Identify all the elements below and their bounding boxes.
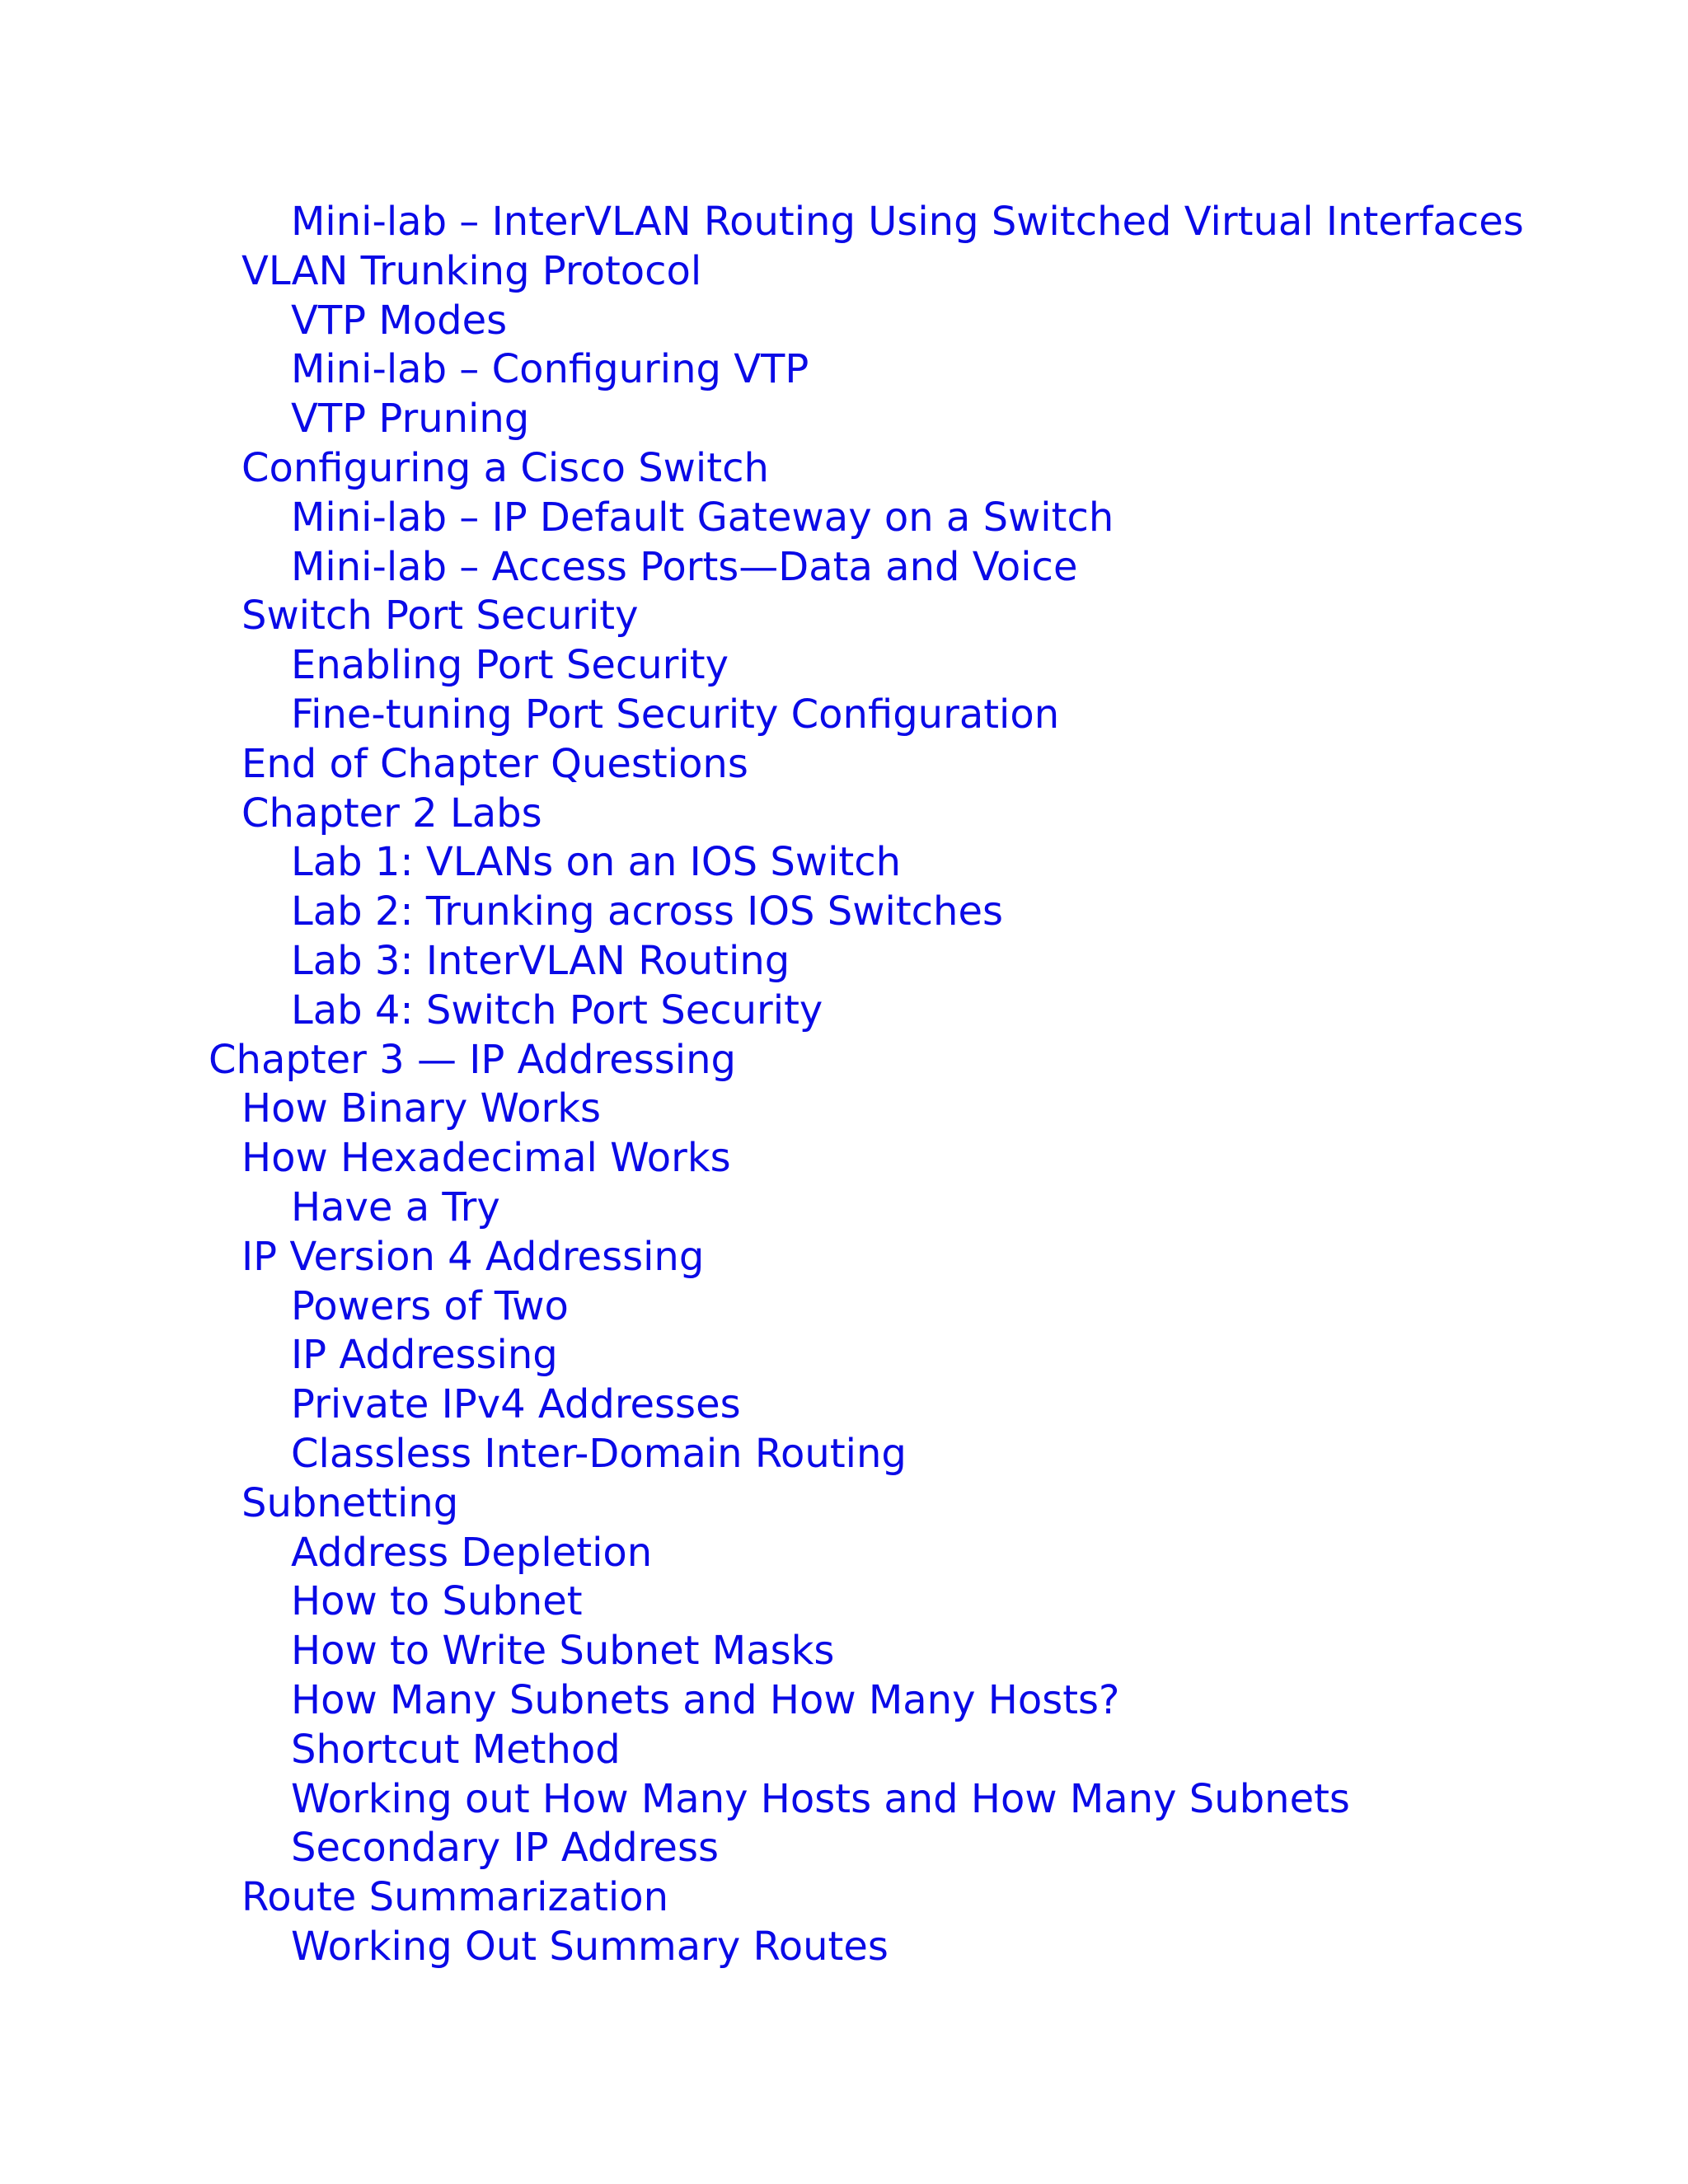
toc-link[interactable]: Lab 2: Trunking across IOS Switches bbox=[291, 888, 1003, 935]
toc-link[interactable]: Lab 1: VLANs on an IOS Switch bbox=[291, 839, 902, 886]
toc-item bbox=[0, 790, 1688, 839]
toc-item bbox=[0, 1627, 1688, 1676]
toc-link[interactable]: Private IPv4 Addresses bbox=[291, 1381, 741, 1428]
toc-link[interactable]: Shortcut Method bbox=[291, 1726, 621, 1773]
toc-item bbox=[0, 395, 1688, 444]
toc-item bbox=[0, 1183, 1688, 1233]
toc-item bbox=[0, 1873, 1688, 1923]
toc-link[interactable]: Subnetting bbox=[241, 1479, 459, 1526]
toc-item bbox=[0, 444, 1688, 494]
toc-link[interactable]: Enabling Port Security bbox=[291, 642, 729, 689]
toc-item bbox=[0, 1430, 1688, 1479]
toc-item bbox=[0, 1676, 1688, 1726]
toc-link[interactable]: Address Depletion bbox=[291, 1529, 653, 1576]
toc-link[interactable]: Lab 3: InterVLAN Routing bbox=[291, 937, 790, 984]
toc-link[interactable]: Mini-lab – InterVLAN Routing Using Switched Virtual Interfaces bbox=[291, 199, 1524, 245]
toc-item bbox=[0, 543, 1688, 593]
toc-link[interactable]: Mini-lab – Configuring VTP bbox=[291, 346, 809, 393]
toc-item bbox=[0, 592, 1688, 641]
toc-link[interactable]: How to Write Subnet Masks bbox=[291, 1628, 835, 1675]
toc-link[interactable]: IP Addressing bbox=[291, 1332, 558, 1379]
toc-item bbox=[0, 937, 1688, 987]
toc-link[interactable]: Working Out Summary Routes bbox=[291, 1923, 889, 1970]
table-of-contents bbox=[0, 198, 1688, 1972]
toc-item bbox=[0, 641, 1688, 691]
toc-link[interactable]: How Many Subnets and How Many Hosts? bbox=[291, 1676, 1120, 1723]
toc-item bbox=[0, 1529, 1688, 1578]
toc-link[interactable]: VTP Modes bbox=[291, 297, 508, 344]
toc-link[interactable]: Lab 4: Switch Port Security bbox=[291, 987, 823, 1033]
toc-item bbox=[0, 297, 1688, 346]
toc-link[interactable]: Switch Port Security bbox=[241, 593, 639, 640]
toc-item bbox=[0, 1233, 1688, 1282]
toc-link[interactable]: Mini-lab – Access Ports—Data and Voice bbox=[291, 543, 1078, 590]
toc-item bbox=[0, 740, 1688, 790]
toc-link[interactable]: VTP Pruning bbox=[291, 396, 530, 443]
toc-item bbox=[0, 1824, 1688, 1873]
toc-item bbox=[0, 247, 1688, 297]
toc-item bbox=[0, 888, 1688, 937]
toc-link[interactable]: Configuring a Cisco Switch bbox=[241, 444, 769, 491]
toc-item bbox=[0, 494, 1688, 543]
toc-item bbox=[0, 1331, 1688, 1380]
toc-item bbox=[0, 1282, 1688, 1332]
toc-item bbox=[0, 838, 1688, 888]
toc-item bbox=[0, 1775, 1688, 1825]
toc-link[interactable]: Classless Inter-Domain Routing bbox=[291, 1430, 907, 1477]
toc-item bbox=[0, 198, 1688, 247]
toc-item bbox=[0, 1085, 1688, 1134]
toc-item bbox=[0, 1134, 1688, 1183]
toc-link[interactable]: How Binary Works bbox=[241, 1085, 602, 1132]
toc-link[interactable]: How Hexadecimal Works bbox=[241, 1135, 731, 1182]
toc-link[interactable]: Chapter 2 Labs bbox=[241, 790, 542, 837]
toc-link[interactable]: Powers of Two bbox=[291, 1282, 569, 1329]
toc-item bbox=[0, 1923, 1688, 1972]
toc-link[interactable]: End of Chapter Questions bbox=[241, 740, 748, 787]
toc-link[interactable]: Chapter 3 — IP Addressing bbox=[209, 1036, 736, 1083]
toc-item bbox=[0, 1380, 1688, 1430]
toc-item bbox=[0, 987, 1688, 1036]
toc-link[interactable]: Working out How Many Hosts and How Many Subnets bbox=[291, 1775, 1350, 1822]
toc-item bbox=[0, 1036, 1688, 1085]
toc-link[interactable]: Secondary IP Address bbox=[291, 1825, 719, 1872]
toc-item bbox=[0, 1726, 1688, 1775]
toc-link[interactable]: Route Summarization bbox=[241, 1874, 669, 1921]
toc-link[interactable]: Mini-lab – IP Default Gateway on a Switch bbox=[291, 494, 1114, 541]
toc-item bbox=[0, 691, 1688, 740]
toc-link[interactable]: IP Version 4 Addressing bbox=[241, 1233, 705, 1280]
toc-link[interactable]: Fine-tuning Port Security Configuration bbox=[291, 691, 1060, 738]
toc-item bbox=[0, 1479, 1688, 1529]
toc-item bbox=[0, 1577, 1688, 1627]
toc-link[interactable]: VLAN Trunking Protocol bbox=[241, 247, 702, 294]
toc-link[interactable]: Have a Try bbox=[291, 1183, 500, 1230]
toc-link[interactable]: How to Subnet bbox=[291, 1578, 583, 1625]
toc-item bbox=[0, 345, 1688, 395]
